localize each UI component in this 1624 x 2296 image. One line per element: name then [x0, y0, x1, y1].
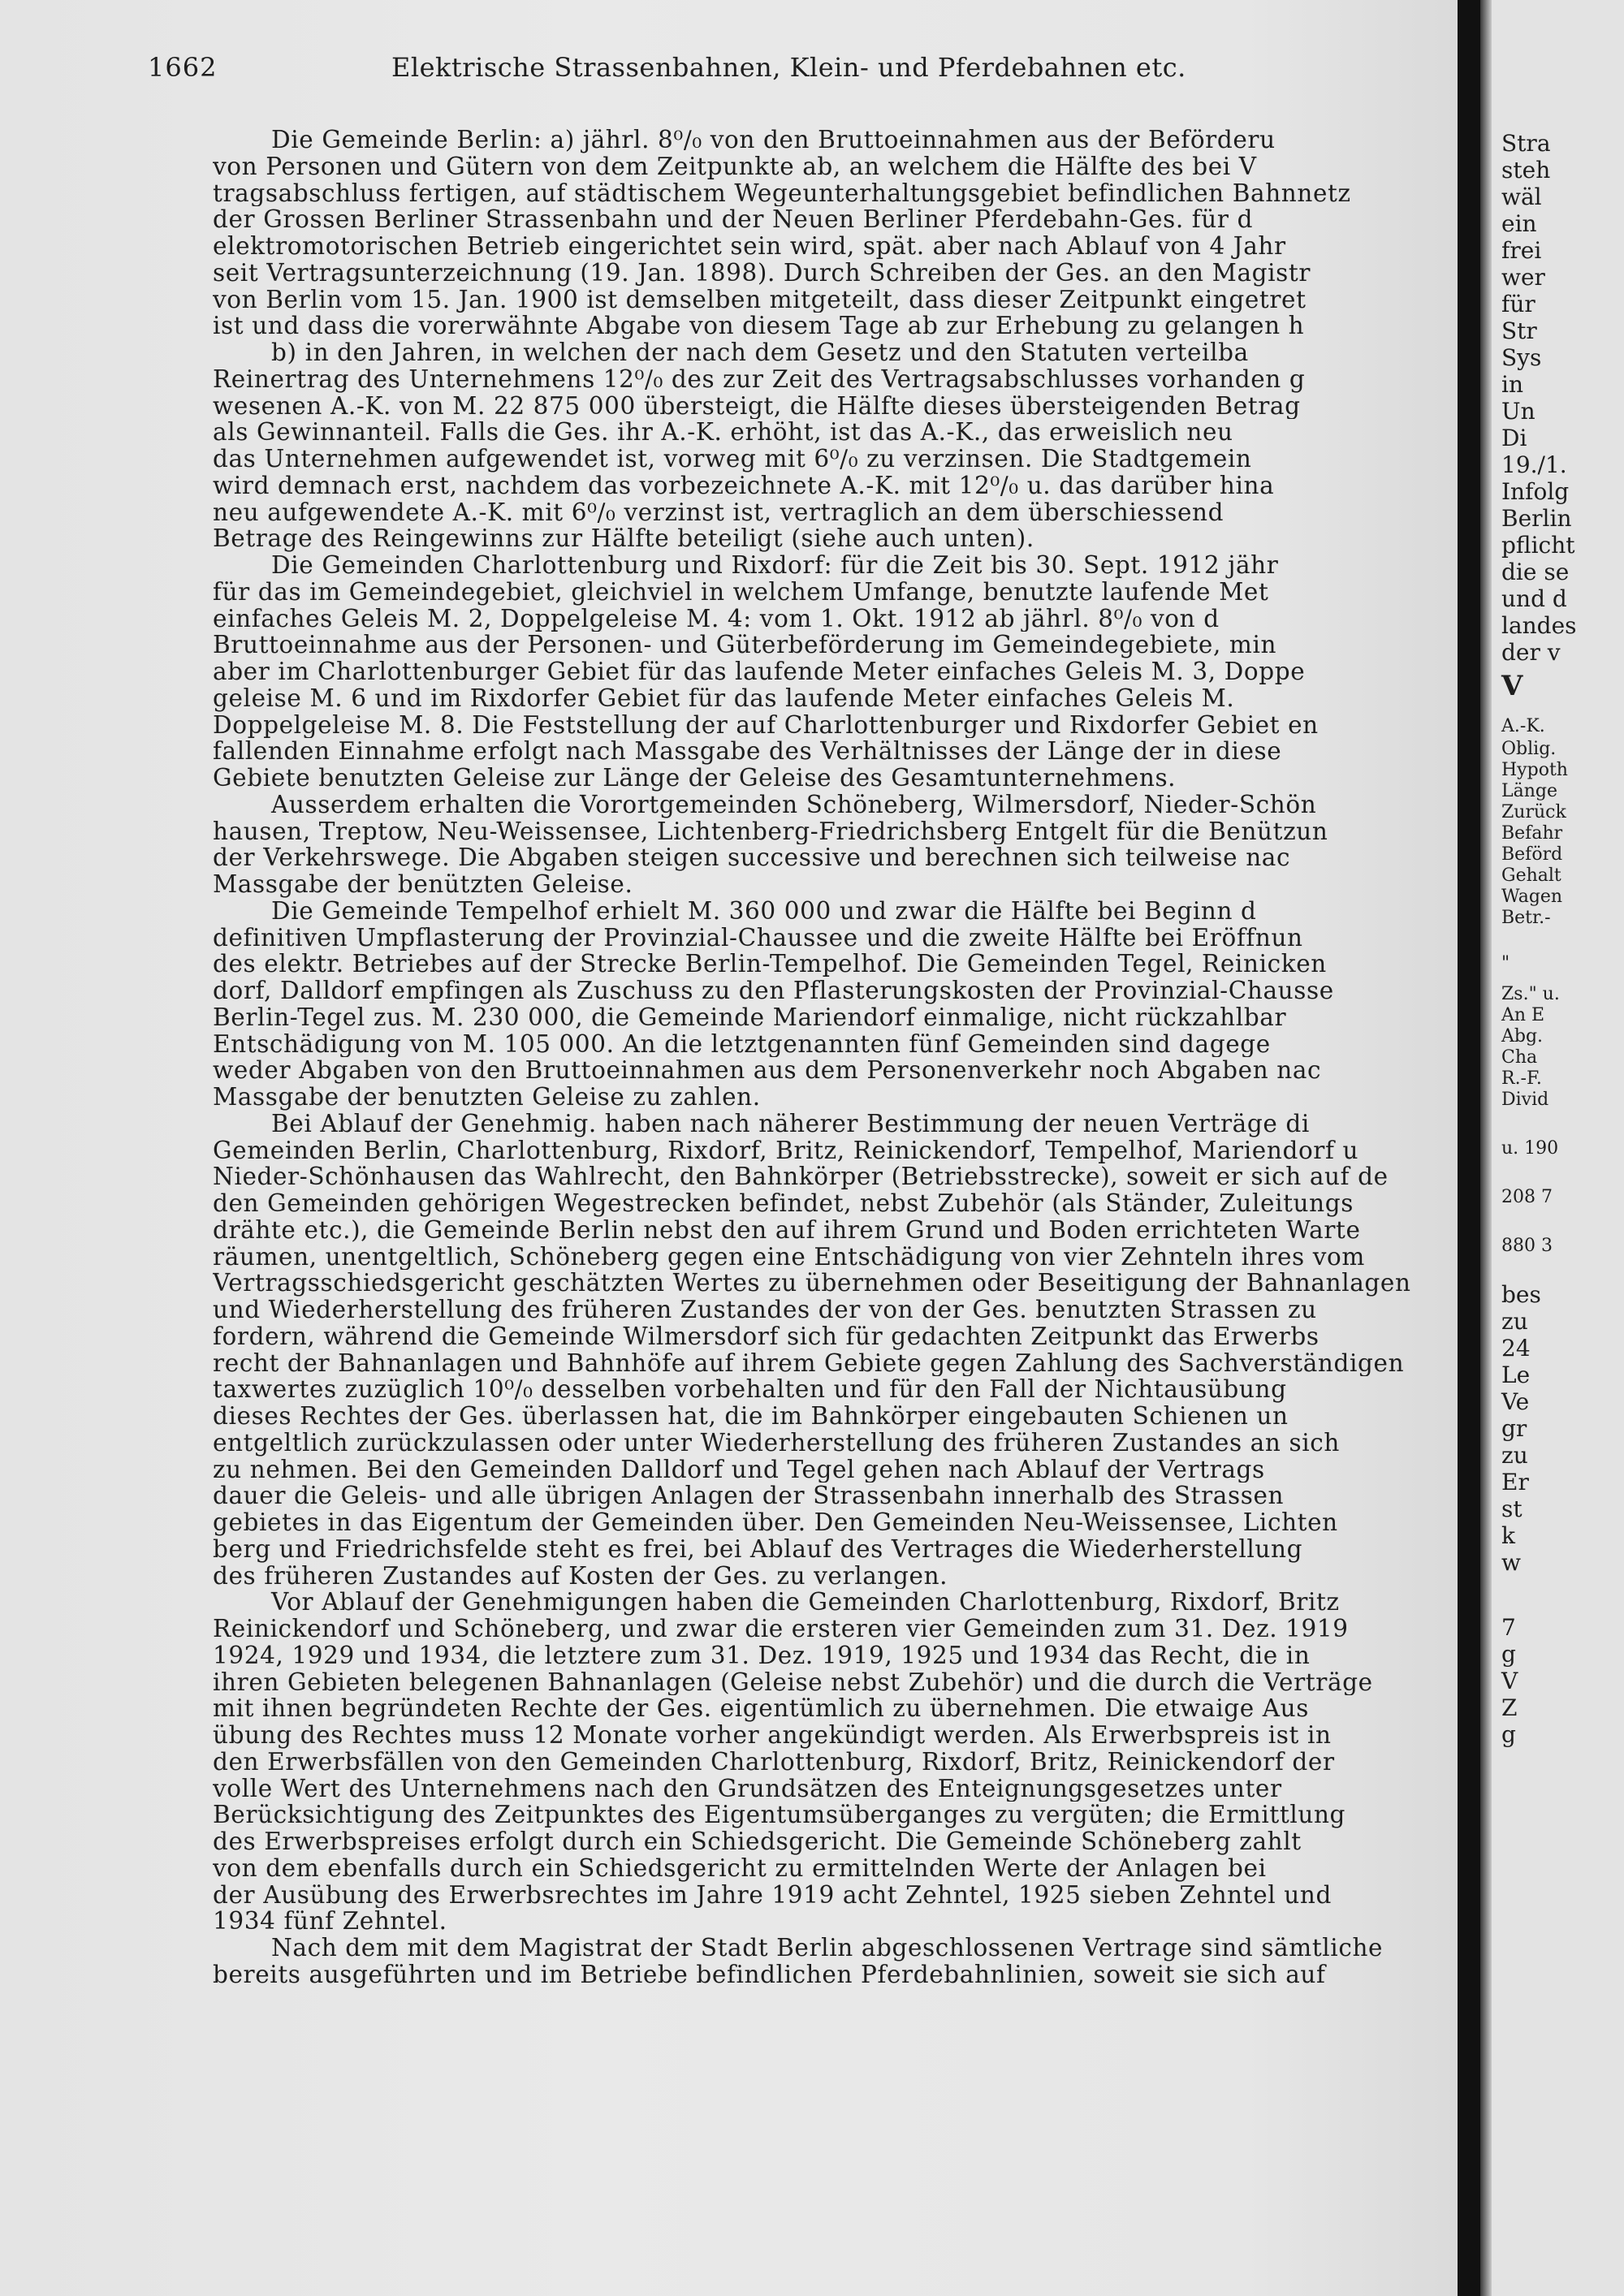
facing-page-fragment: zu — [1501, 1308, 1528, 1335]
text-line: Gebiete benutzten Geleise zur Länge der Geleise des Gesamtunternehmens. — [213, 765, 1177, 792]
text-line: wesenen A.-K. von M. 22 875 000 übersteigt, die Hälfte dieses übersteigenden Betrag — [213, 392, 1301, 420]
text-line: räumen, unentgeltlich, Schöneberg gegen eine Entschädigung von vier Zehnteln ihres vom — [213, 1243, 1365, 1271]
text-line: Bruttoeinnahme aus der Personen- und Güterbeförderung im Gemeindegebiete, min — [213, 632, 1277, 658]
text-line: ihren Gebieten belegenen Bahnanlagen (Geleise nebst Zubehör) und die durch die Verträge — [213, 1668, 1373, 1696]
text-line: der Verkehrswege. Die Abgaben steigen successive und berechnen sich teilweise nac — [213, 844, 1291, 871]
text-line: Vor Ablauf der Genehmigungen haben die Gemeinden Charlottenburg, Rixdorf, Britz — [271, 1589, 1340, 1616]
facing-page-fragment: Länge — [1501, 781, 1557, 801]
text-line: Ausserdem erhalten die Vorortgemeinden Schöneberg, Wilmersdorf, Nieder-Schön — [271, 791, 1317, 818]
page-number: 1662 — [148, 52, 218, 83]
facing-page-fragment: frei — [1501, 237, 1542, 264]
text-line: geleise M. 6 und im Rixdorfer Gebiet für das laufende Meter einfaches Geleis M. — [213, 684, 1235, 712]
text-line: taxwertes zuzüglich 10⁰/₀ desselben vorbehalten und für den Fall der Nichtausübung — [213, 1376, 1287, 1403]
facing-page-fragment: Er — [1501, 1469, 1529, 1495]
facing-page-fragment: Stra — [1501, 130, 1551, 157]
text-line: Betrage des Reingewinns zur Hälfte beteiligt (siehe auch unten). — [213, 525, 1034, 552]
text-line: gebietes in das Eigentum der Gemeinden über. Den Gemeinden Neu-Weissensee, Lichten — [213, 1509, 1338, 1536]
text-line: Die Gemeinde Tempelhof erhielt M. 360 000 und zwar die Hälfte bei Beginn d — [271, 897, 1257, 925]
facing-page-fragment: V — [1501, 670, 1523, 702]
text-line: den Erwerbsfällen von den Gemeinden Charlottenburg, Rixdorf, Britz, Reinickendorf der — [213, 1748, 1335, 1776]
text-line: Doppelgeleise M. 8. Die Feststellung der auf Charlottenburger und Rixdorfer Gebiet en — [213, 711, 1319, 739]
facing-page-fragment: und d — [1501, 585, 1567, 612]
text-line: von Berlin vom 15. Jan. 1900 ist demselben mitgeteilt, dass dieser Zeitpunkt eingetret — [213, 286, 1307, 313]
facing-page-fragment: Befahr — [1501, 823, 1563, 844]
facing-page-fragment: st — [1501, 1495, 1522, 1522]
facing-page-fragment: Cha — [1501, 1047, 1538, 1068]
text-line: Nieder-Schönhausen das Wahlrecht, den Bahnkörper (Betriebsstrecke), soweit er sich auf de — [213, 1163, 1389, 1190]
text-line: übung des Rechtes muss 12 Monate vorher angekündigt werden. Als Erwerbspreis ist in — [213, 1722, 1332, 1749]
facing-page-fragment: Beförd — [1501, 844, 1563, 865]
facing-page-fragment: V — [1501, 1668, 1518, 1694]
text-line: zu nehmen. Bei den Gemeinden Dalldorf und Tegel gehen nach Ablauf der Vertrags — [213, 1456, 1265, 1483]
text-line: definitiven Umpflasterung der Provinzial-Chaussee und die zweite Hälfte bei Eröffnun — [213, 924, 1303, 952]
text-line: tragsabschluss fertigen, auf städtischem Wegeunterhaltungsgebiet befindlichen Bahnnetz — [213, 179, 1351, 207]
text-line: des elektr. Betriebes auf der Strecke Berlin-Tempelhof. Die Gemeinden Tegel, Reinicken — [213, 951, 1327, 978]
text-line: von Personen und Gütern von dem Zeitpunkte ab, an welchem die Hälfte des bei V — [213, 153, 1257, 180]
text-line: Die Gemeinde Berlin: a) jährl. 8⁰/₀ von den Bruttoeinnahmen aus der Beförderu — [271, 127, 1276, 153]
facing-page-fragment: A.-K. — [1501, 716, 1545, 736]
facing-page-fragment: Hypoth — [1501, 760, 1568, 780]
facing-page-fragment: der v — [1501, 639, 1561, 666]
facing-page-fragment: Wagen — [1501, 887, 1563, 907]
text-line: Nach dem mit dem Magistrat der Stadt Berlin abgeschlossenen Vertrage sind sämtliche — [271, 1935, 1384, 1962]
text-line: als Gewinnanteil. Falls die Ges. ihr A.-K. erhöht, ist das A.-K., das erweislich neu — [213, 419, 1233, 446]
text-line: fordern, während die Gemeinde Wilmersdorf sich für gedachten Zeitpunkt das Erwerbs — [213, 1323, 1320, 1350]
facing-page-fragment: die se — [1501, 559, 1570, 585]
facing-page-fragment: 208 7 — [1501, 1187, 1553, 1207]
facing-page-fragment: Str — [1501, 317, 1537, 344]
text-line: des Erwerbspreises erfolgt durch ein Schiedsgericht. Die Gemeinde Schöneberg zahlt — [213, 1828, 1302, 1855]
facing-page-fragment: für — [1501, 291, 1535, 317]
book-gutter — [1458, 0, 1480, 2296]
running-title: Elektrische Strassenbahnen, Klein- und Pferdebahnen etc. — [391, 52, 1186, 83]
facing-page-fragment: Un — [1501, 398, 1535, 425]
page-header — [148, 52, 1447, 93]
facing-page-fragment: 24 — [1501, 1335, 1531, 1362]
facing-page-fragment: Abg. — [1501, 1026, 1544, 1047]
facing-page-fragment: Ve — [1501, 1388, 1530, 1415]
facing-page-fragment: 880 3 — [1501, 1236, 1553, 1256]
text-line: mit ihnen begründeten Rechte der Ges. eigentümlich zu übernehmen. Die etwaige Aus — [213, 1695, 1309, 1722]
text-line: berg und Friedrichsfelde steht es frei, bei Ablauf des Vertrages die Wiederherstellung — [213, 1535, 1303, 1563]
facing-page-fragment: Le — [1501, 1362, 1531, 1388]
facing-page-fragment: landes — [1501, 612, 1577, 639]
text-line: hausen, Treptow, Neu-Weissensee, Lichtenberg-Friedrichsberg Entgelt für die Benützun — [213, 818, 1328, 845]
text-line: 1934 fünf Zehntel. — [213, 1908, 447, 1935]
text-line: für das im Gemeindegebiet, gleichviel in welchem Umfange, benutzte laufende Met — [213, 578, 1269, 606]
facing-page-fragment: Oblig. — [1501, 739, 1557, 759]
facing-page-fragment: gr — [1501, 1415, 1527, 1442]
text-line: Berücksichtigung des Zeitpunktes des Eigentumsüberganges zu vergüten; die Ermittlung — [213, 1802, 1346, 1828]
text-line: Die Gemeinden Charlottenburg und Rixdorf: für die Zeit bis 30. Sept. 1912 jähr — [271, 552, 1279, 579]
facing-page-fragment: w — [1501, 1549, 1521, 1576]
text-line: ist und dass die vorerwähnte Abgabe von diesem Tage ab zur Erhebung zu gelangen h — [213, 313, 1305, 339]
facing-page-fragment: Zurück — [1501, 802, 1566, 822]
facing-page-fragment: ein — [1501, 210, 1537, 237]
facing-page-fragment: 19./1. — [1501, 451, 1567, 478]
text-line: dorf, Dalldorf empfingen als Zuschuss zu den Pflasterungskosten der Provinzial-Chausse — [213, 978, 1334, 1004]
facing-page-fragment: Z — [1501, 1694, 1518, 1721]
text-line: bereits ausgeführten und im Betriebe befindlichen Pferdebahnlinien, soweit sie sich auf — [213, 1961, 1326, 1988]
text-line: der Ausübung des Erwerbsrechtes im Jahre 1919 acht Zehntel, 1925 sieben Zehntel und — [213, 1881, 1332, 1909]
text-line: dauer die Geleis- und alle übrigen Anlagen der Strassenbahn innerhalb des Strassen — [213, 1482, 1285, 1509]
facing-page-fragment: wer — [1501, 264, 1545, 291]
facing-page-fragment: bes — [1501, 1281, 1541, 1308]
facing-page-fragment: Sys — [1501, 344, 1542, 371]
facing-page-fragment: wäl — [1501, 183, 1542, 210]
facing-page-fragment: " — [1501, 953, 1510, 973]
text-line: Berlin-Tegel zus. M. 230 000, die Gemeinde Mariendorf einmalige, nicht rückzahlbar — [213, 1003, 1287, 1031]
facing-page-fragment: u. 190 — [1501, 1138, 1559, 1159]
facing-page-edge — [1492, 0, 1624, 2296]
text-line: drähte etc.), die Gemeinde Berlin nebst den auf ihrem Grund und Boden errichteten Warte — [213, 1216, 1361, 1244]
text-line: dieses Rechtes der Ges. überlassen hat, die im Bahnkörper eingebauten Schienen un — [213, 1403, 1289, 1430]
text-line: Massgabe der benutzten Geleise zu zahlen. — [213, 1084, 761, 1111]
text-line: Vertragsschiedsgericht geschätzten Wertes zu übernehmen oder Beseitigung der Bahnanlagen — [213, 1270, 1411, 1297]
facing-page-fragment: R.-F. — [1501, 1068, 1542, 1089]
facing-page-fragment: Betr.- — [1501, 908, 1551, 928]
text-line: das Unternehmen aufgewendet ist, vorweg mit 6⁰/₀ zu verzinsen. Die Stadtgemein — [213, 446, 1252, 473]
text-line: 1924, 1929 und 1934, die letztere zum 31. Dez. 1919, 1925 und 1934 das Recht, die in — [213, 1642, 1311, 1669]
text-line: und Wiederherstellung des früheren Zustandes der von der Ges. benutzten Strassen zu — [213, 1297, 1317, 1323]
text-line: fallenden Einnahme erfolgt nach Massgabe des Verhältnisses der Länge der in diese — [213, 738, 1282, 765]
text-line: recht der Bahnanlagen und Bahnhöfe auf ihrem Gebiete gegen Zahlung des Sachverständigen — [213, 1349, 1405, 1377]
facing-page-fragment: in — [1501, 371, 1523, 398]
text-line: Reinertrag des Unternehmens 12⁰/₀ des zur Zeit des Vertragsabschlusses vorhanden g — [213, 365, 1306, 393]
facing-page-fragment: Zs." u. — [1501, 984, 1560, 1004]
text-line: b) in den Jahren, in welchen der nach dem Gesetz und den Statuten verteilba — [271, 339, 1249, 366]
text-line: wird demnach erst, nachdem das vorbezeichnete A.-K. mit 12⁰/₀ u. das darüber hina — [213, 472, 1275, 499]
facing-page-fragment: g — [1501, 1641, 1516, 1668]
facing-page-fragment: Gehalt — [1501, 865, 1561, 886]
text-line: weder Abgaben von den Bruttoeinnahmen aus dem Personenverkehr noch Abgaben nac — [213, 1057, 1322, 1084]
facing-page-fragment: Infolg — [1501, 478, 1570, 505]
text-line: Entschädigung von M. 105 000. An die letztgenannten fünf Gemeinden sind dagege — [213, 1030, 1271, 1058]
text-line: den Gemeinden gehörigen Wegestrecken befindet, nebst Zubehör (als Ständer, Zuleitungs — [213, 1190, 1354, 1217]
text-line: Reinickendorf und Schöneberg, und zwar die ersteren vier Gemeinden zum 31. Dez. 1919 — [213, 1616, 1349, 1642]
text-line: Bei Ablauf der Genehmig. haben nach näherer Bestimmung der neuen Verträge di — [271, 1110, 1310, 1137]
facing-page-fragment: k — [1501, 1522, 1515, 1549]
facing-page-fragment: Divid — [1501, 1090, 1549, 1110]
facing-page-fragment: Di — [1501, 425, 1527, 451]
facing-page-fragment: 7 — [1501, 1614, 1516, 1641]
body-text — [213, 127, 1462, 1988]
facing-page-fragment: pflicht — [1501, 532, 1575, 559]
text-line: Gemeinden Berlin, Charlottenburg, Rixdorf, Britz, Reinickendorf, Tempelhof, Mariendorf u — [213, 1137, 1359, 1164]
text-line: volle Wert des Unternehmens nach den Grundsätzen des Enteignungsgesetzes unter — [213, 1775, 1282, 1802]
facing-page-fragment: steh — [1501, 157, 1551, 183]
gutter-shadow — [1480, 0, 1492, 2296]
text-line: von dem ebenfalls durch ein Schiedsgericht zu ermittelnden Werte der Anlagen bei — [213, 1854, 1267, 1882]
facing-page-fragment: g — [1501, 1721, 1516, 1748]
text-line: seit Vertragsunterzeichnung (19. Jan. 1898). Durch Schreiben der Ges. an den Magistr — [213, 259, 1311, 287]
text-line: der Grossen Berliner Strassenbahn und der Neuen Berliner Pferdebahn-Ges. für d — [213, 206, 1254, 233]
text-line: elektromotorischen Betrieb eingerichtet sein wird, spät. aber nach Ablauf von 4 Jahr — [213, 233, 1286, 260]
text-line: aber im Charlottenburger Gebiet für das laufende Meter einfaches Geleis M. 3, Doppe — [213, 658, 1306, 685]
text-line: Massgabe der benützten Geleise. — [213, 871, 633, 898]
text-line: des früheren Zustandes auf Kosten der Ges. zu verlangen. — [213, 1562, 948, 1590]
facing-page-fragment: zu — [1501, 1442, 1528, 1469]
text-line: einfaches Geleis M. 2, Doppelgeleise M. 4: vom 1. Okt. 1912 ab jährl. 8⁰/₀ von d — [213, 605, 1220, 632]
facing-page-fragment: Berlin — [1501, 505, 1572, 532]
facing-page-fragment: An E — [1501, 1005, 1545, 1025]
text-line: entgeltlich zurückzulassen oder unter Wiederherstellung des früheren Zustandes an sich — [213, 1429, 1340, 1457]
text-line: neu aufgewendete A.-K. mit 6⁰/₀ verzinst ist, vertraglich an dem überschiessend — [213, 498, 1224, 526]
